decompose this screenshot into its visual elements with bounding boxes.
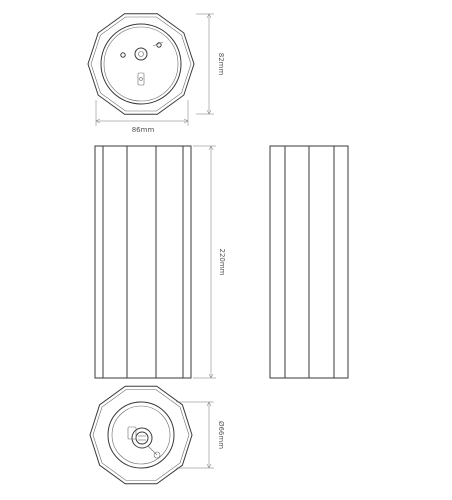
bottom-view-lamp-holder — [132, 428, 152, 448]
top-view-plate-outer — [101, 24, 181, 104]
top-view-cable-clip — [138, 73, 144, 85]
top-view-clip-screw — [140, 78, 143, 81]
dimension-top-view-width — [96, 100, 188, 134]
dimension-label-220mm: 220mm — [218, 248, 226, 276]
side-view — [270, 146, 348, 378]
front-view-body — [95, 146, 191, 378]
dimension-label-86mm: 86mm — [131, 126, 155, 134]
bottom-view-lens-ring-inner — [112, 406, 170, 464]
bottom-view-lens-ring — [108, 402, 174, 468]
bottom-view-outer-decagon — [90, 386, 192, 484]
top-view-screw-hole-left — [121, 53, 125, 57]
top-view-center-hole-inner — [139, 52, 144, 57]
dimension-base-diameter — [176, 402, 225, 468]
bottom-view-inner-decagon — [93, 390, 189, 481]
bottom-view-lamp-socket — [136, 432, 148, 444]
top-view-inner-decagon — [91, 17, 191, 111]
top-view-plate-inner — [104, 27, 178, 101]
dimension-height — [193, 146, 226, 378]
dimension-label-66mm: Ø66mm — [217, 420, 225, 450]
dimension-label-82mm: 82mm — [217, 52, 225, 76]
dimension-top-view-height — [196, 14, 225, 114]
front-view — [95, 146, 191, 378]
top-view — [88, 14, 194, 115]
bottom-view-wire — [148, 446, 157, 455]
top-view-center-hole — [135, 48, 147, 60]
bottom-view — [90, 386, 192, 484]
